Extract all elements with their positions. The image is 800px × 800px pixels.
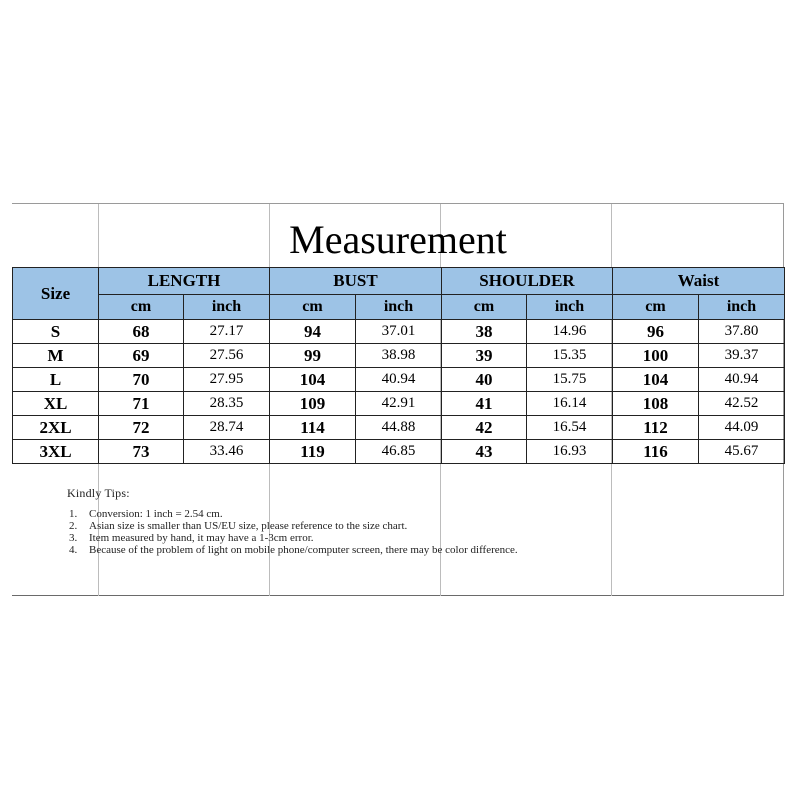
unit-inch-header: inch (527, 295, 613, 320)
table-row (13, 320, 785, 344)
length-inch-cell: 27.17 (184, 320, 270, 344)
shoulder-inch-cell: 16.93 (527, 440, 613, 464)
shoulder-inch-cell: 16.54 (527, 416, 613, 440)
tip-text: Conversion: 1 inch = 2.54 cm. (89, 508, 223, 520)
tips-heading: Kindly Tips: (67, 486, 130, 500)
tip-text: Because of the problem of light on mobile phone/computer screen, there may be color difference. (89, 544, 518, 556)
size-cell: M (13, 344, 99, 368)
tip-number: 1. (69, 508, 78, 520)
tip-number: 4. (69, 544, 78, 556)
table-row (13, 416, 785, 440)
shoulder-inch-cell: 16.14 (527, 392, 613, 416)
size-cell: 2XL (13, 416, 99, 440)
bust-cm-cell: 119 (270, 440, 356, 464)
size-chart-table (12, 267, 785, 464)
table-row (13, 368, 785, 392)
tip-text: Asian size is smaller than US/EU size, please reference to the size chart. (89, 520, 408, 532)
unit-cm-header: cm (99, 295, 184, 320)
shoulder-inch-cell: 15.75 (527, 368, 613, 392)
size-cell: S (13, 320, 99, 344)
list-item (67, 532, 627, 544)
shoulder-cm-cell: 42 (442, 416, 527, 440)
length-cm-cell: 72 (99, 416, 184, 440)
waist-header: Waist (613, 268, 785, 295)
size-cell: L (13, 368, 99, 392)
bust-inch-cell: 37.01 (356, 320, 442, 344)
bust-header: BUST (270, 268, 442, 295)
size-cell: 3XL (13, 440, 99, 464)
tip-text: Item measured by hand, it may have a 1-3cm error. (89, 532, 314, 544)
length-inch-cell: 33.46 (184, 440, 270, 464)
length-cm-cell: 70 (99, 368, 184, 392)
tips-list (67, 508, 627, 556)
table-row (13, 392, 785, 416)
waist-inch-cell: 45.67 (699, 440, 785, 464)
unit-inch-header: inch (184, 295, 270, 320)
size-column-header: Size (13, 268, 99, 320)
length-inch-cell: 27.56 (184, 344, 270, 368)
shoulder-cm-cell: 40 (442, 368, 527, 392)
waist-cm-cell: 100 (613, 344, 699, 368)
length-inch-cell: 28.35 (184, 392, 270, 416)
waist-inch-cell: 44.09 (699, 416, 785, 440)
unit-inch-header: inch (356, 295, 442, 320)
bust-inch-cell: 40.94 (356, 368, 442, 392)
tip-number: 2. (69, 520, 78, 532)
waist-cm-cell: 96 (613, 320, 699, 344)
shoulder-header: SHOULDER (442, 268, 613, 295)
waist-inch-cell: 42.52 (699, 392, 785, 416)
bust-cm-cell: 99 (270, 344, 356, 368)
length-inch-cell: 28.74 (184, 416, 270, 440)
bust-inch-cell: 44.88 (356, 416, 442, 440)
unit-cm-header: cm (613, 295, 699, 320)
shoulder-inch-cell: 15.35 (527, 344, 613, 368)
header-row-groups (13, 268, 785, 295)
bust-cm-cell: 104 (270, 368, 356, 392)
unit-cm-header: cm (270, 295, 356, 320)
shoulder-cm-cell: 39 (442, 344, 527, 368)
waist-inch-cell: 39.37 (699, 344, 785, 368)
bust-cm-cell: 109 (270, 392, 356, 416)
bust-cm-cell: 94 (270, 320, 356, 344)
header-row-units (13, 295, 785, 320)
waist-cm-cell: 104 (613, 368, 699, 392)
waist-cm-cell: 116 (613, 440, 699, 464)
shoulder-cm-cell: 41 (442, 392, 527, 416)
list-item (67, 508, 627, 520)
shoulder-cm-cell: 38 (442, 320, 527, 344)
length-cm-cell: 69 (99, 344, 184, 368)
length-header: LENGTH (99, 268, 270, 295)
table-row (13, 440, 785, 464)
shoulder-inch-cell: 14.96 (527, 320, 613, 344)
shoulder-cm-cell: 43 (442, 440, 527, 464)
unit-inch-header: inch (699, 295, 785, 320)
waist-cm-cell: 112 (613, 416, 699, 440)
waist-inch-cell: 37.80 (699, 320, 785, 344)
bust-inch-cell: 38.98 (356, 344, 442, 368)
unit-cm-header: cm (442, 295, 527, 320)
length-inch-cell: 27.95 (184, 368, 270, 392)
table-row (13, 344, 785, 368)
waist-cm-cell: 108 (613, 392, 699, 416)
list-item (67, 520, 627, 532)
kindly-tips (67, 487, 627, 556)
size-cell: XL (13, 392, 99, 416)
tip-number: 3. (69, 532, 78, 544)
length-cm-cell: 71 (99, 392, 184, 416)
bust-inch-cell: 46.85 (356, 440, 442, 464)
length-cm-cell: 73 (99, 440, 184, 464)
waist-inch-cell: 40.94 (699, 368, 785, 392)
length-cm-cell: 68 (99, 320, 184, 344)
list-item (67, 544, 627, 556)
bust-inch-cell: 42.91 (356, 392, 442, 416)
page-title: Measurement (289, 217, 507, 262)
bust-cm-cell: 114 (270, 416, 356, 440)
